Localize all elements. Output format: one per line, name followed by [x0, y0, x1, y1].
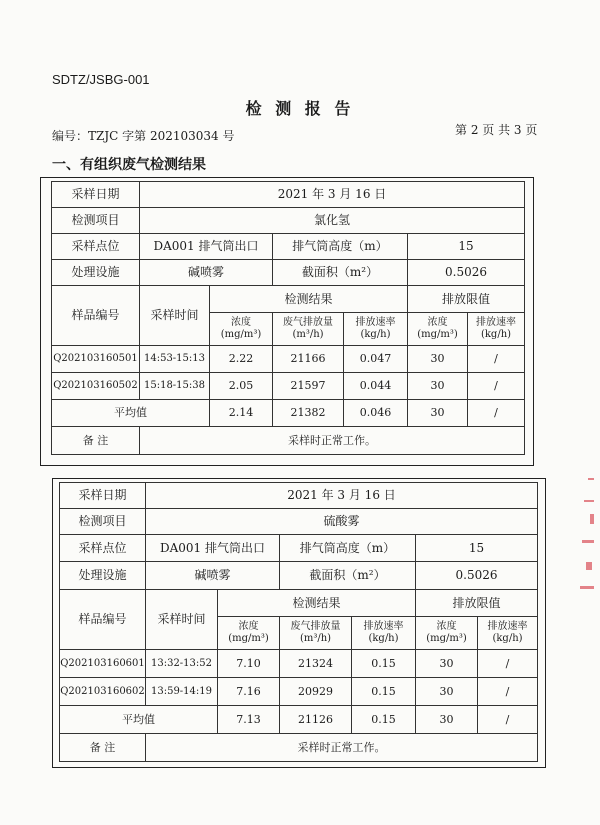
row-treatment — [60, 562, 538, 590]
limit-rate-cell: / — [468, 373, 525, 400]
treatment-label: 处理设施 — [60, 562, 146, 590]
row-sample-point — [60, 535, 538, 562]
flow-cell: 21597 — [273, 373, 344, 400]
table-row — [52, 373, 525, 400]
sample-date-value: 2021 年 3 月 16 日 — [140, 182, 525, 208]
remark-row — [52, 427, 525, 455]
sample-time-header: 采样时间 — [146, 590, 218, 650]
result-table-2 — [59, 482, 538, 762]
conc-cell: 7.10 — [218, 650, 280, 678]
sample-point-value: DA001 排气筒出口 — [146, 535, 280, 562]
results-header: 检测结果 — [210, 286, 408, 313]
row-sample-point — [52, 234, 525, 260]
remark-label: 备 注 — [52, 427, 140, 455]
row-treatment — [52, 260, 525, 286]
limit-conc-header: 浓度 (mg/m³) — [408, 313, 468, 346]
avg-limit-rate-cell: / — [468, 400, 525, 427]
page-indicator: 第 2 页 共 3 页 — [455, 123, 538, 137]
limit-header: 排放限值 — [416, 590, 538, 617]
limit-rate-cell: / — [478, 678, 538, 706]
sample-time-cell: 15:18-15:38 — [140, 373, 210, 400]
avg-flow-cell: 21382 — [273, 400, 344, 427]
limit-conc-cell: 30 — [416, 678, 478, 706]
flow-header: 废气排放量 (m³/h) — [273, 313, 344, 346]
avg-limit-conc-cell: 30 — [416, 706, 478, 734]
limit-rate-header: 排放速率 (kg/h) — [468, 313, 525, 346]
test-item-value: 氯化氢 — [140, 208, 525, 234]
average-label: 平均值 — [52, 400, 210, 427]
cross-section-label: 截面积（m²） — [280, 562, 416, 590]
seal-stamp-edge — [576, 470, 600, 610]
stack-height-value: 15 — [416, 535, 538, 562]
rate-cell: 0.044 — [344, 373, 408, 400]
rate-cell: 0.15 — [352, 650, 416, 678]
flow-cell: 20929 — [280, 678, 352, 706]
conc-cell: 2.05 — [210, 373, 273, 400]
rate-header: 排放速率 (kg/h) — [352, 617, 416, 650]
limit-conc-header: 浓度 (mg/m³) — [416, 617, 478, 650]
sample-time-cell: 14:53-15:13 — [140, 346, 210, 373]
table-row — [60, 678, 538, 706]
row-test-item — [52, 208, 525, 234]
row-sample-date — [60, 483, 538, 509]
row-header-group — [60, 590, 538, 617]
conc-cell: 7.16 — [218, 678, 280, 706]
avg-conc-cell: 2.14 — [210, 400, 273, 427]
avg-flow-cell: 21126 — [280, 706, 352, 734]
sample-point-label: 采样点位 — [52, 234, 140, 260]
results-header: 检测结果 — [218, 590, 416, 617]
table-row — [60, 650, 538, 678]
sample-date-value: 2021 年 3 月 16 日 — [146, 483, 538, 509]
row-sample-date — [52, 182, 525, 208]
cross-section-label: 截面积（m²） — [273, 260, 408, 286]
average-label: 平均值 — [60, 706, 218, 734]
limit-rate-header: 排放速率 (kg/h) — [478, 617, 538, 650]
treatment-value: 碱喷雾 — [140, 260, 273, 286]
average-row — [60, 706, 538, 734]
stack-height-label: 排气筒高度（m） — [273, 234, 408, 260]
treatment-value: 碱喷雾 — [146, 562, 280, 590]
cross-section-value: 0.5026 — [416, 562, 538, 590]
sample-point-label: 采样点位 — [60, 535, 146, 562]
limit-rate-cell: / — [468, 346, 525, 373]
conc-header: 浓度 (mg/m³) — [218, 617, 280, 650]
rate-cell: 0.047 — [344, 346, 408, 373]
avg-rate-cell: 0.046 — [344, 400, 408, 427]
sample-id-cell: Q202103160602 — [60, 678, 146, 706]
limit-conc-cell: 30 — [408, 346, 468, 373]
avg-limit-conc-cell: 30 — [408, 400, 468, 427]
avg-conc-cell: 7.13 — [218, 706, 280, 734]
remark-value: 采样时正常工作。 — [140, 427, 525, 455]
rate-header: 排放速率 (kg/h) — [344, 313, 408, 346]
row-test-item — [60, 509, 538, 535]
test-item-label: 检测项目 — [52, 208, 140, 234]
row-header-group — [52, 286, 525, 313]
flow-cell: 21166 — [273, 346, 344, 373]
result-table-1 — [51, 181, 525, 455]
sample-time-cell: 13:32-13:52 — [146, 650, 218, 678]
treatment-label: 处理设施 — [52, 260, 140, 286]
conc-header: 浓度 (mg/m³) — [210, 313, 273, 346]
sample-no-header: 样品编号 — [60, 590, 146, 650]
flow-cell: 21324 — [280, 650, 352, 678]
remark-label: 备 注 — [60, 734, 146, 762]
section-title: 一、有组织废气检测结果 — [52, 157, 206, 173]
sample-time-header: 采样时间 — [140, 286, 210, 346]
limit-conc-cell: 30 — [416, 650, 478, 678]
rate-cell: 0.15 — [352, 678, 416, 706]
conc-cell: 2.22 — [210, 346, 273, 373]
table-row — [52, 346, 525, 373]
sample-no-header: 样品编号 — [52, 286, 140, 346]
limit-header: 排放限值 — [408, 286, 525, 313]
remark-value: 采样时正常工作。 — [146, 734, 538, 762]
flow-header: 废气排放量 (m³/h) — [280, 617, 352, 650]
remark-row — [60, 734, 538, 762]
report-number: 编号：TZJC 字第 202103034 号 — [52, 129, 235, 143]
stack-height-label: 排气筒高度（m） — [280, 535, 416, 562]
sample-id-cell: Q202103160501 — [52, 346, 140, 373]
sample-date-label: 采样日期 — [60, 483, 146, 509]
test-item-label: 检测项目 — [60, 509, 146, 535]
avg-rate-cell: 0.15 — [352, 706, 416, 734]
document-code: SDTZ/JSBG-001 — [52, 72, 150, 87]
test-item-value: 硫酸雾 — [146, 509, 538, 535]
limit-rate-cell: / — [478, 650, 538, 678]
sample-point-value: DA001 排气筒出口 — [140, 234, 273, 260]
sample-id-cell: Q202103160502 — [52, 373, 140, 400]
cross-section-value: 0.5026 — [408, 260, 525, 286]
stack-height-value: 15 — [408, 234, 525, 260]
report-title: 检 测 报 告 — [245, 99, 355, 118]
sample-date-label: 采样日期 — [52, 182, 140, 208]
average-row — [52, 400, 525, 427]
limit-conc-cell: 30 — [408, 373, 468, 400]
sample-time-cell: 13:59-14:19 — [146, 678, 218, 706]
avg-limit-rate-cell: / — [478, 706, 538, 734]
sample-id-cell: Q202103160601 — [60, 650, 146, 678]
